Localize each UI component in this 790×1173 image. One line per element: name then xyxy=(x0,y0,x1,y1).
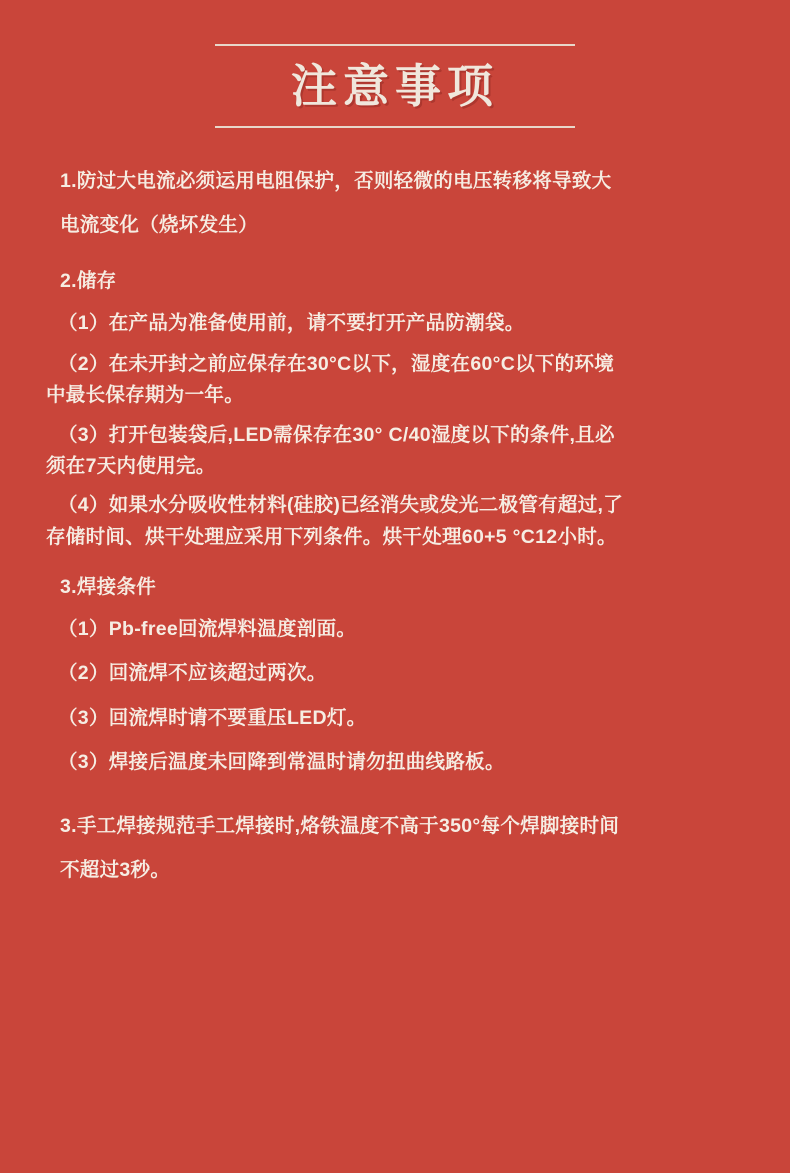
item1-line1: 1.防过大电流必须运用电阻保护，否则轻微的电压转移将导致大 xyxy=(60,169,612,192)
item3-point2: （2）回流焊不应该超过两次。 xyxy=(58,662,327,685)
title-rule-bottom xyxy=(215,126,575,128)
page-title: 注意事项 xyxy=(291,60,499,112)
item2-point4-line1: （4）如果水分吸收性材料(硅胶)已经消失或发光二极管有超过,了 xyxy=(58,494,624,517)
title-rule-top xyxy=(215,44,575,46)
item2-point1: （1）在产品为准备使用前，请不要打开产品防潮袋。 xyxy=(58,311,525,334)
item2-heading: 2.储存 xyxy=(60,269,117,292)
title-block xyxy=(215,0,575,128)
item4-line1: 3.手工焊接规范手工焊接时,烙铁温度不高于350°每个焊脚接时间 xyxy=(60,815,620,838)
item4-line2: 不超过3秒。 xyxy=(60,859,171,882)
item3-point3: （3）回流焊时请不要重压LED灯。 xyxy=(58,706,367,729)
item3-heading: 3.焊接条件 xyxy=(60,576,157,599)
item3-point4: （3）焊接后温度未回降到常温时请勿扭曲线路板。 xyxy=(58,750,505,773)
notice-content xyxy=(0,128,790,890)
item2-point2-line2: 中最长保存期为一年。 xyxy=(46,384,245,407)
item1-line2: 电流变化（烧坏发生） xyxy=(60,213,259,236)
item3-point1: （1）Pb-free回流焊料温度剖面。 xyxy=(58,618,357,641)
item2-point3-line1: （3）打开包装袋后,LED需保存在30° C/40湿度以下的条件,且必 xyxy=(58,423,615,446)
item2-point4-line2: 存储时间、烘干处理应采用下列条件。烘干处理60+5 °C12小时。 xyxy=(46,525,617,548)
item2-point3-line2: 须在7天内使用完。 xyxy=(46,455,216,477)
item2-point2-line1: （2）在未开封之前应保存在30°C以下，湿度在60°C以下的环境 xyxy=(58,352,615,375)
